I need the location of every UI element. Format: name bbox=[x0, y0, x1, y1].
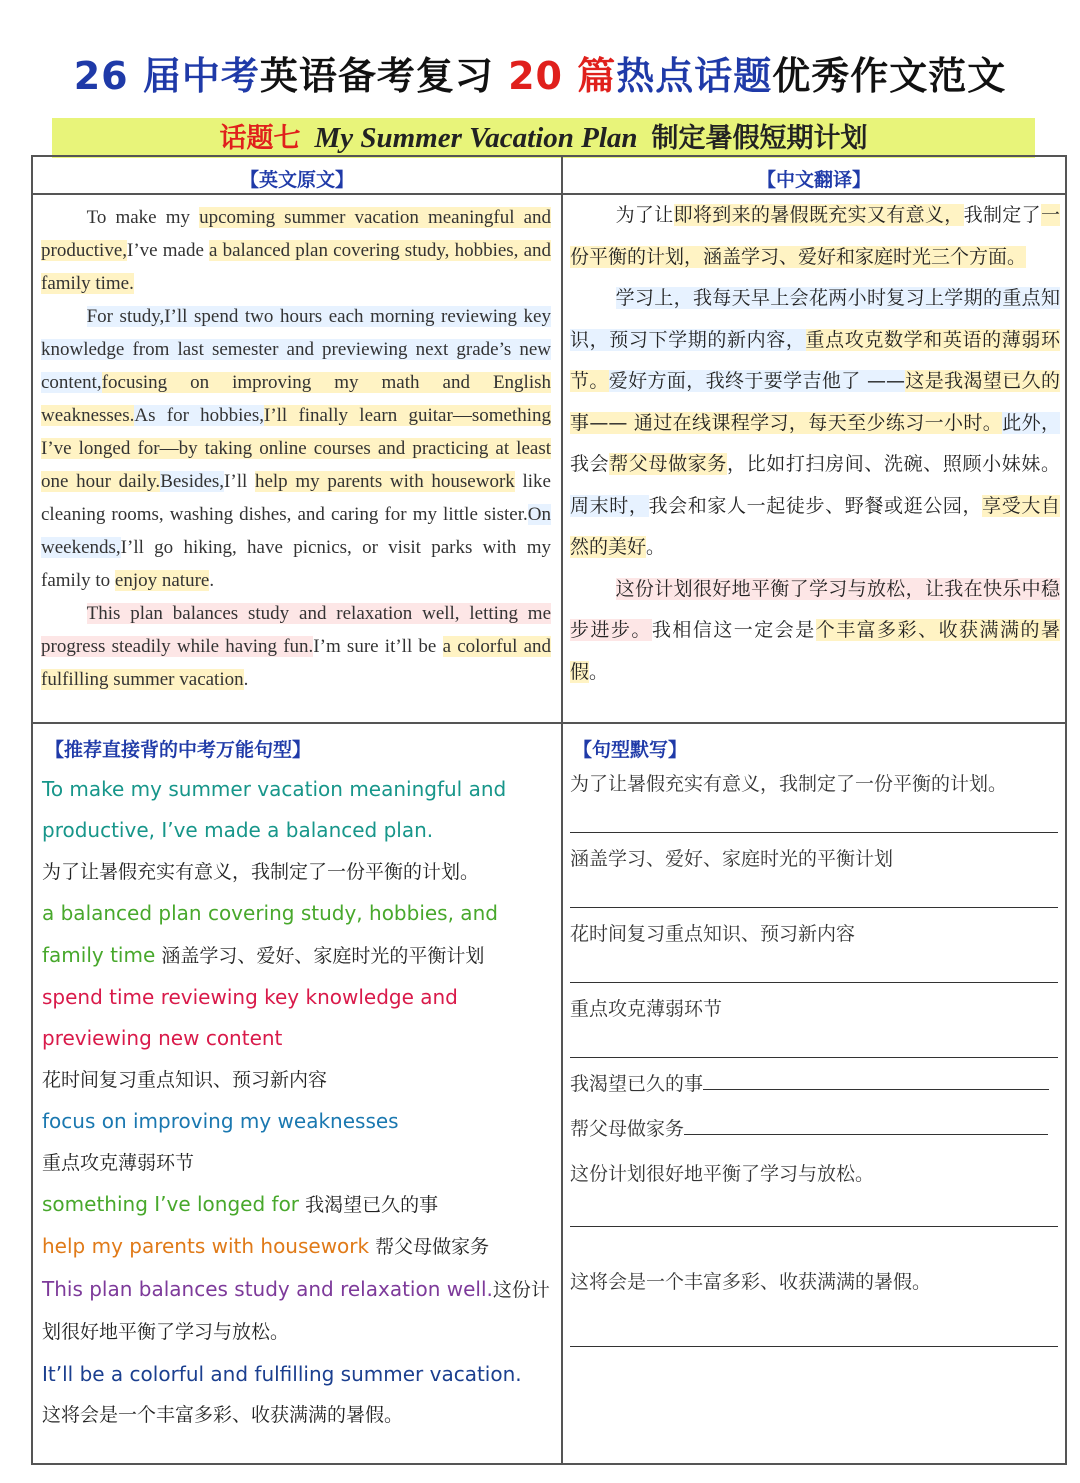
dictation-answer-line-5[interactable] bbox=[703, 1071, 1049, 1090]
dictation-header: 【句型默写】 bbox=[573, 739, 688, 761]
chinese-paragraph-3: 这份计划很好地平衡了学习与放松，让我在快乐中稳步进步。我相信这一定会是个丰富多彩、收获满满的暑假。 bbox=[570, 577, 1060, 683]
sentence-patterns-list bbox=[42, 769, 557, 1437]
pattern-8-english: It’ll be a colorful and fulfilling summer vacation. bbox=[42, 1361, 522, 1386]
chinese-paragraph-2: 学习上，我每天早上会花两小时复习上学期的重点知识，预习下学期的新内容，重点攻克数学和英语的薄弱环节。爱好方面，我终于要学吉他了 ——这是我渴望已久的事—— 通过在线课程学习，每天至少练习一小时。此外，我会帮父母做家务，比如打扫房间、洗碗、照顾小妹妹。周末时，我会和家人一起徒步、野餐或逛公园，享受大自然的美好。 bbox=[570, 287, 1060, 558]
column-divider bbox=[561, 157, 563, 1463]
english-original-text bbox=[41, 201, 551, 696]
pattern-4-chinese: 重点攻克薄弱环节 bbox=[42, 1151, 195, 1174]
topic-banner bbox=[52, 118, 1035, 158]
dictation-prompt-1: 为了让暑假充实有意义，我制定了一份平衡的计划。 bbox=[570, 773, 1008, 795]
title-part-3: 20 篇 bbox=[508, 54, 617, 98]
english-paragraph-1: To make my upcoming summer vacation meaningful and productive,I’ve made a balanced plan covering study, hobbies, and family time. bbox=[41, 207, 552, 294]
topic-english-title: My Summer Vacation Plan bbox=[314, 122, 638, 154]
pattern-1-chinese: 为了让暑假充实有意义，我制定了一份平衡的计划。 bbox=[42, 860, 480, 883]
dictation-prompt-7: 这份计划很好地平衡了学习与放松。 bbox=[570, 1163, 875, 1185]
dictation-prompt-5: 我渴望已久的事 bbox=[570, 1069, 1060, 1096]
title-part-1: 26 届中考 bbox=[73, 54, 260, 98]
page-title bbox=[0, 48, 1080, 104]
title-part-2: 英语备考复习 bbox=[259, 54, 509, 98]
pattern-7: This plan balances study and relaxation well.这份计划很好地平衡了学习与放松。 bbox=[42, 1276, 550, 1344]
pattern-3-chinese: 花时间复习重点知识、预习新内容 bbox=[42, 1068, 328, 1091]
pattern-5: something I’ve longed for 我渴望已久的事 bbox=[42, 1192, 439, 1217]
topic-chinese-title: 制定暑假短期计划 bbox=[651, 123, 868, 154]
english-paragraph-2: For study,I’ll spend two hours each morning reviewing key knowledge from last semester and previewing next grade’s new content,focusing on improving my math and English weaknesses.As for hobbies,I’ll finally learn guitar—something I’ve longed for—by taking online courses and practicing at least one hour daily.Besides,I’ll help my parents with housework like cleaning rooms, washing dishes, and caring for my little sister.On weekends,I’ll go hiking, have picnics, or visit parks with my family to enjoy nature. bbox=[41, 306, 551, 591]
pattern-4-english: focus on improving my weaknesses bbox=[42, 1109, 399, 1134]
pattern-2: a balanced plan covering study, hobbies, and family time 涵盖学习、爱好、家庭时光的平衡计划 bbox=[42, 901, 498, 967]
english-paragraph-3: This plan balances study and relaxation well, letting me progress steadily while having fun.I’m sure it’ll be a colorful and fulfilling summer vacation. bbox=[41, 603, 551, 690]
chinese-translation-text bbox=[570, 195, 1060, 693]
pattern-1-english: To make my summer vacation meaningful and productive, I’ve made a balanced plan. bbox=[42, 777, 507, 843]
dictation-answer-line-4[interactable] bbox=[570, 1057, 1058, 1058]
sentence-patterns-header: 【推荐直接背的中考万能句型】 bbox=[45, 739, 312, 761]
dictation-answer-line-3[interactable] bbox=[570, 982, 1058, 983]
topic-number: 话题七 bbox=[219, 123, 301, 154]
content-table bbox=[31, 155, 1067, 1465]
pattern-3-english: spend time reviewing key knowledge and previewing new content bbox=[42, 985, 458, 1051]
chinese-paragraph-1: 为了让即将到来的暑假既充实又有意义，我制定了一份平衡的计划，涵盖学习、爱好和家庭时光三个方面。 bbox=[570, 204, 1060, 268]
title-part-4: 热点话题 bbox=[616, 54, 773, 98]
english-column-header: 【英文原文】 bbox=[239, 169, 354, 191]
dictation-answer-line-2[interactable] bbox=[570, 907, 1058, 908]
dictation-answer-line-1[interactable] bbox=[570, 832, 1058, 833]
chinese-column-header: 【中文翻译】 bbox=[756, 169, 871, 191]
dictation-prompt-6: 帮父母做家务 bbox=[570, 1114, 1060, 1141]
dictation-answer-line-6[interactable] bbox=[684, 1116, 1048, 1135]
section-divider bbox=[33, 722, 1065, 724]
dictation-answer-line-7[interactable] bbox=[570, 1226, 1058, 1227]
pattern-8-chinese: 这将会是一个丰富多彩、收获满满的暑假。 bbox=[42, 1404, 404, 1427]
title-part-5: 优秀作文范文 bbox=[772, 54, 1007, 98]
dictation-prompt-2: 涵盖学习、爱好、家庭时光的平衡计划 bbox=[570, 848, 894, 870]
dictation-prompt-8: 这将会是一个丰富多彩、收获满满的暑假。 bbox=[570, 1271, 932, 1293]
pattern-6: help my parents with housework 帮父母做家务 bbox=[42, 1234, 490, 1259]
dictation-answer-line-8[interactable] bbox=[570, 1346, 1058, 1347]
dictation-prompt-3: 花时间复习重点知识、预习新内容 bbox=[570, 923, 856, 945]
dictation-prompt-4: 重点攻克薄弱环节 bbox=[570, 998, 723, 1020]
